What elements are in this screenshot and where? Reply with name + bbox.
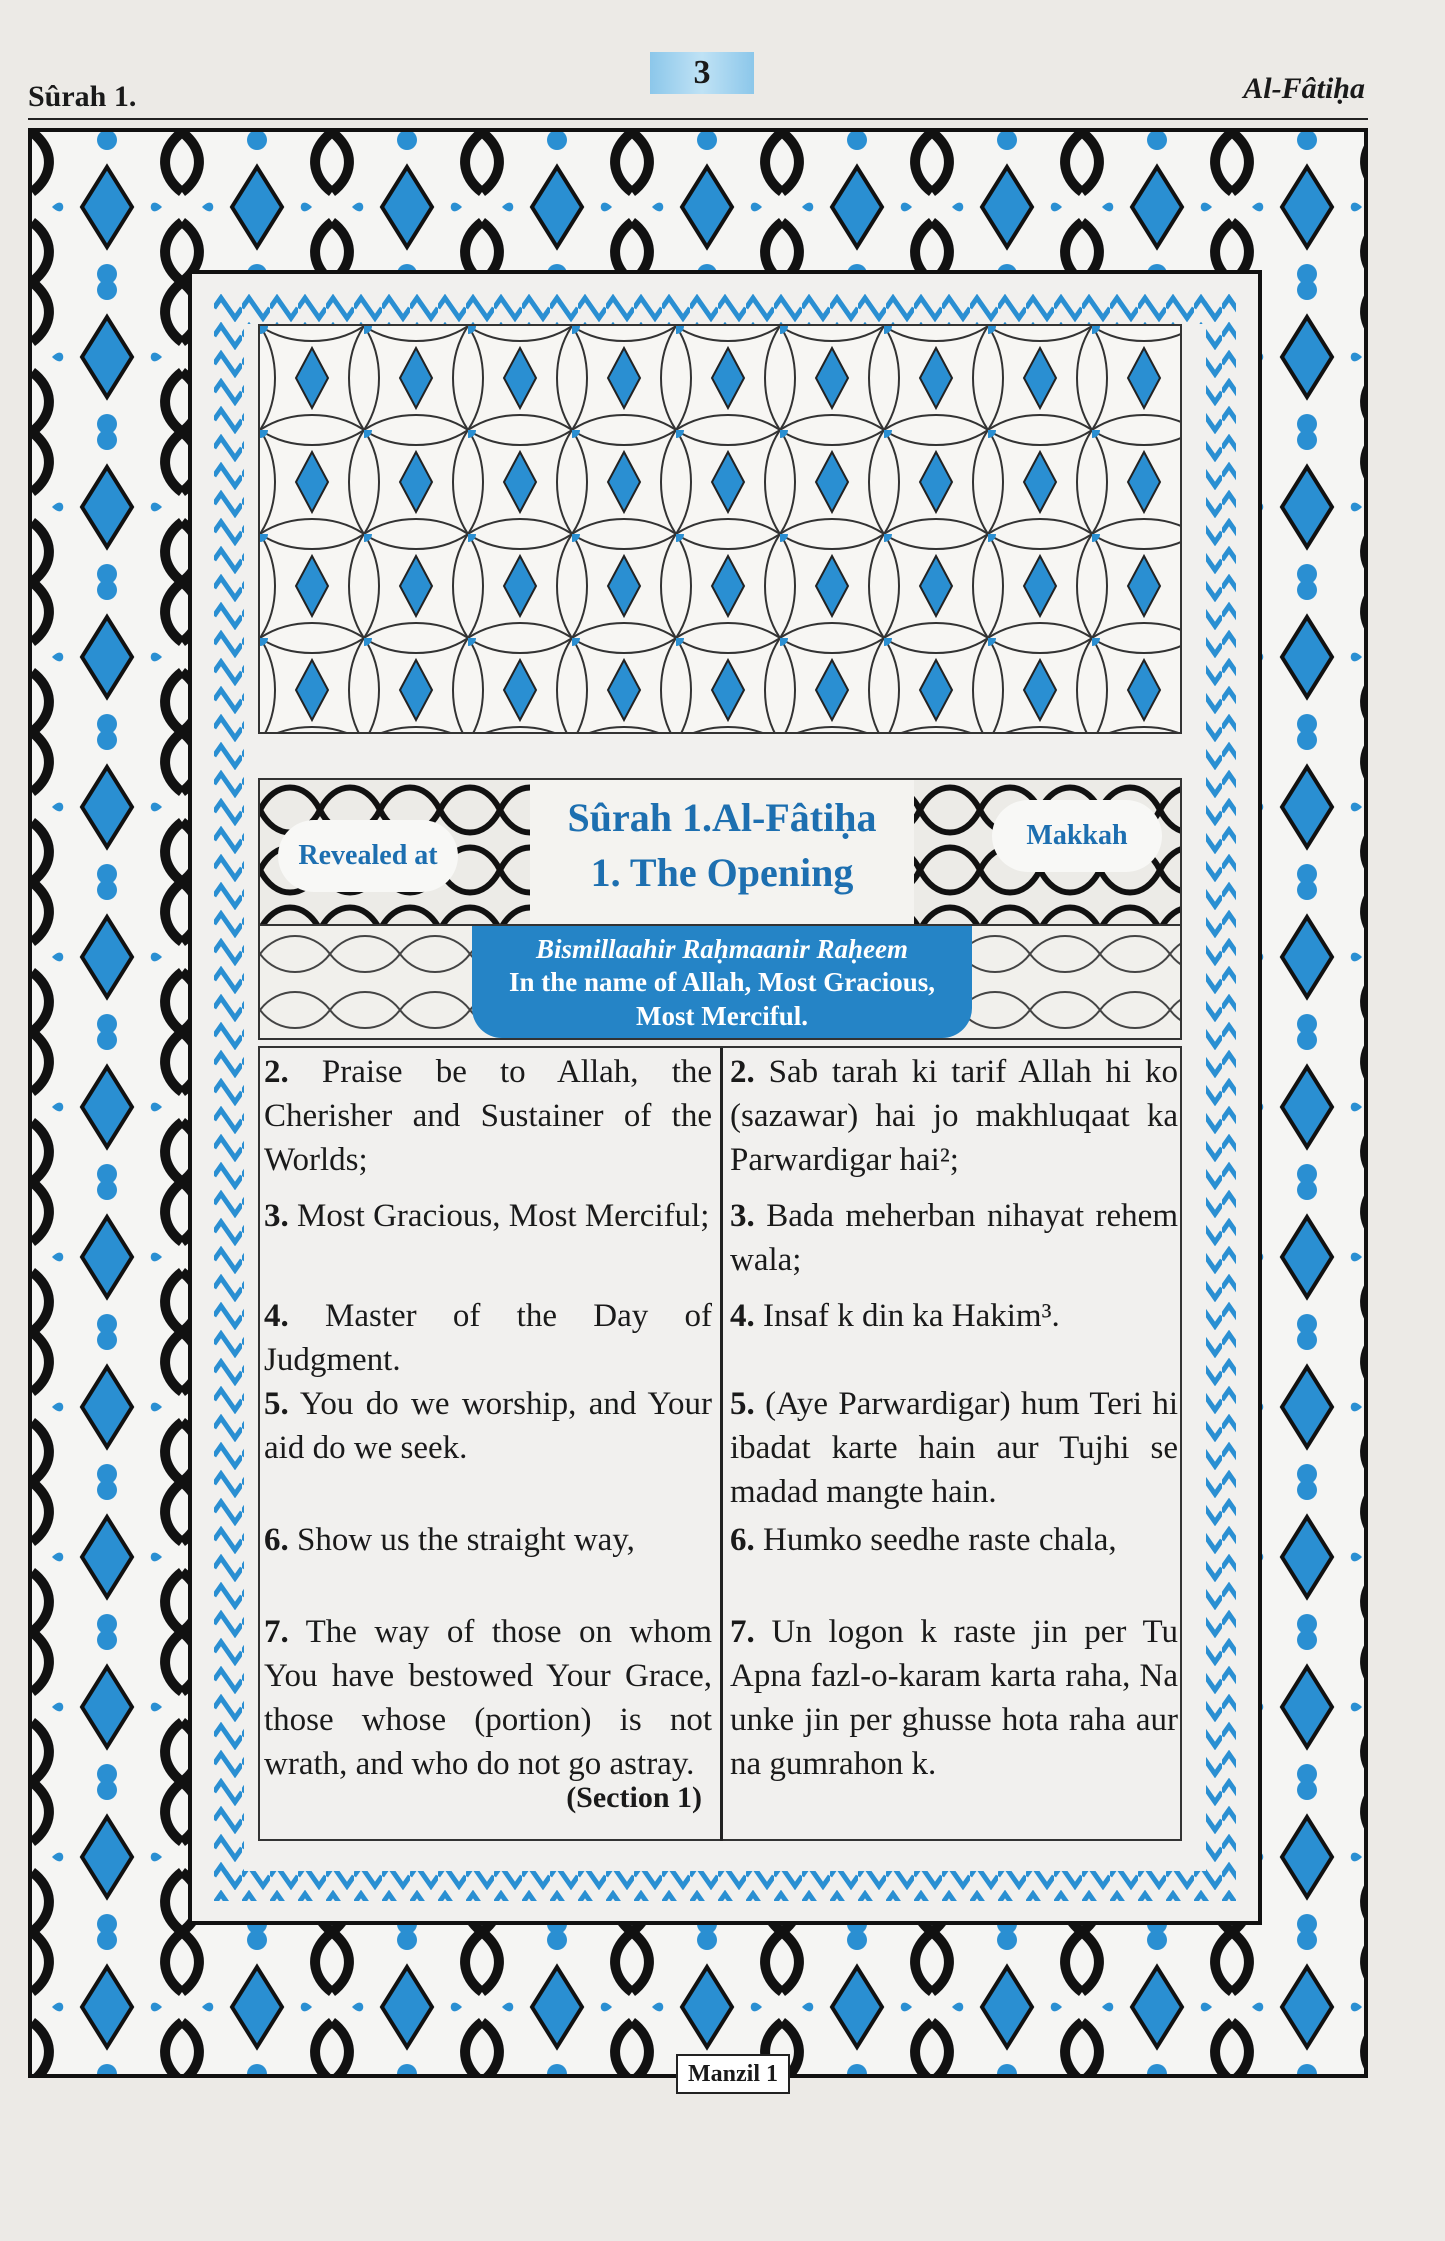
verse-text: The way of those on whom You have bestowed Your Grace, those whose (portion) is not wrath, and who do not go astray. xyxy=(264,1614,712,1782)
verse-hinglish-2 xyxy=(730,1050,1178,1182)
revealed-at-label: Revealed at xyxy=(278,820,458,892)
verse-hinglish-6 xyxy=(730,1518,1178,1562)
verse-text: Show us the straight way, xyxy=(297,1522,635,1558)
verse-number: 3. xyxy=(264,1198,289,1234)
verse-english-2 xyxy=(264,1050,712,1182)
surah-title-band xyxy=(258,778,1182,926)
verse-text: (Aye Parwardigar) hum Teri hi ibadat karte hain aur Tujhi se madad mangte hain. xyxy=(730,1386,1179,1510)
section-marker: (Section 1) xyxy=(566,1781,702,1814)
verse-text: Un logon k raste jin per Tu Apna fazl-o-karam karta raha, Na unke jin per ghusse hota raha aur na gumrahon k. xyxy=(730,1614,1179,1782)
verse-text: Sab tarah ki tarif Allah hi ko (sazawar) hai jo makhluqaat ka Parwardigar hai²; xyxy=(730,1054,1178,1178)
bismillah-translation-line1: In the name of Allah, Most Gracious, xyxy=(508,967,935,997)
page-number: 3 xyxy=(650,52,754,94)
verse-english-6 xyxy=(264,1518,712,1562)
surah-english-name: 1. The Opening xyxy=(590,850,854,895)
verse-number: 6. xyxy=(264,1522,289,1558)
verse-english-4 xyxy=(264,1294,712,1382)
verse-number: 4. xyxy=(730,1298,755,1334)
verse-number: 5. xyxy=(264,1386,289,1422)
verse-text: You do we worship, and Your aid do we seek. xyxy=(264,1386,713,1466)
verse-number: 5. xyxy=(730,1386,755,1422)
verse-text: Master of the Day of Judgment. xyxy=(264,1298,712,1378)
running-head-surah: Sûrah 1. xyxy=(28,80,137,113)
verse-text: Insaf k din ka Hakim³. xyxy=(763,1298,1060,1334)
geometric-star-pattern xyxy=(260,326,1180,732)
verse-hinglish-7 xyxy=(730,1610,1178,1786)
column-divider xyxy=(720,1048,723,1841)
running-head-title: Al-Fâtiḥa xyxy=(1243,72,1365,105)
verse-table xyxy=(258,1046,1182,1841)
verse-number: 4. xyxy=(264,1298,289,1334)
verse-hinglish-4 xyxy=(730,1294,1178,1338)
verse-number: 7. xyxy=(730,1614,755,1650)
manzil-marker: Manzil 1 xyxy=(676,2054,790,2094)
verse-text: Praise be to Allah, the Cherisher and Sustainer of the Worlds; xyxy=(264,1054,713,1178)
verse-hinglish-5 xyxy=(730,1382,1178,1514)
verse-number: 7. xyxy=(264,1614,289,1650)
bismillah-plaque xyxy=(472,926,972,1038)
verse-english-5 xyxy=(264,1382,712,1470)
verse-number: 2. xyxy=(264,1054,289,1090)
surah-name: Sûrah 1.Al-Fâtiḥa xyxy=(567,795,877,840)
bismillah-transliteration: Bismillaahir Raḥmaanir Raḥeem xyxy=(535,934,909,964)
verse-number: 6. xyxy=(730,1522,755,1558)
verse-text: Most Gracious, Most Merciful; xyxy=(297,1198,710,1234)
bismillah-translation-line2: Most Merciful. xyxy=(636,1001,808,1031)
surah-title-block xyxy=(530,780,914,924)
verse-english-3 xyxy=(264,1194,712,1238)
verse-number: 2. xyxy=(730,1054,755,1090)
top-geometric-ornament xyxy=(258,324,1182,734)
verse-number: 3. xyxy=(730,1198,755,1234)
bismillah-band xyxy=(258,926,1182,1040)
revelation-place: Makkah xyxy=(992,800,1162,872)
verse-text: Humko seedhe raste chala, xyxy=(763,1522,1117,1558)
inner-text-panel xyxy=(188,270,1262,1925)
verse-english-7 xyxy=(264,1610,712,1786)
verse-hinglish-3 xyxy=(730,1194,1178,1282)
header-rule xyxy=(28,118,1368,120)
verse-text: Bada meherban nihayat rehem wala; xyxy=(730,1198,1178,1278)
